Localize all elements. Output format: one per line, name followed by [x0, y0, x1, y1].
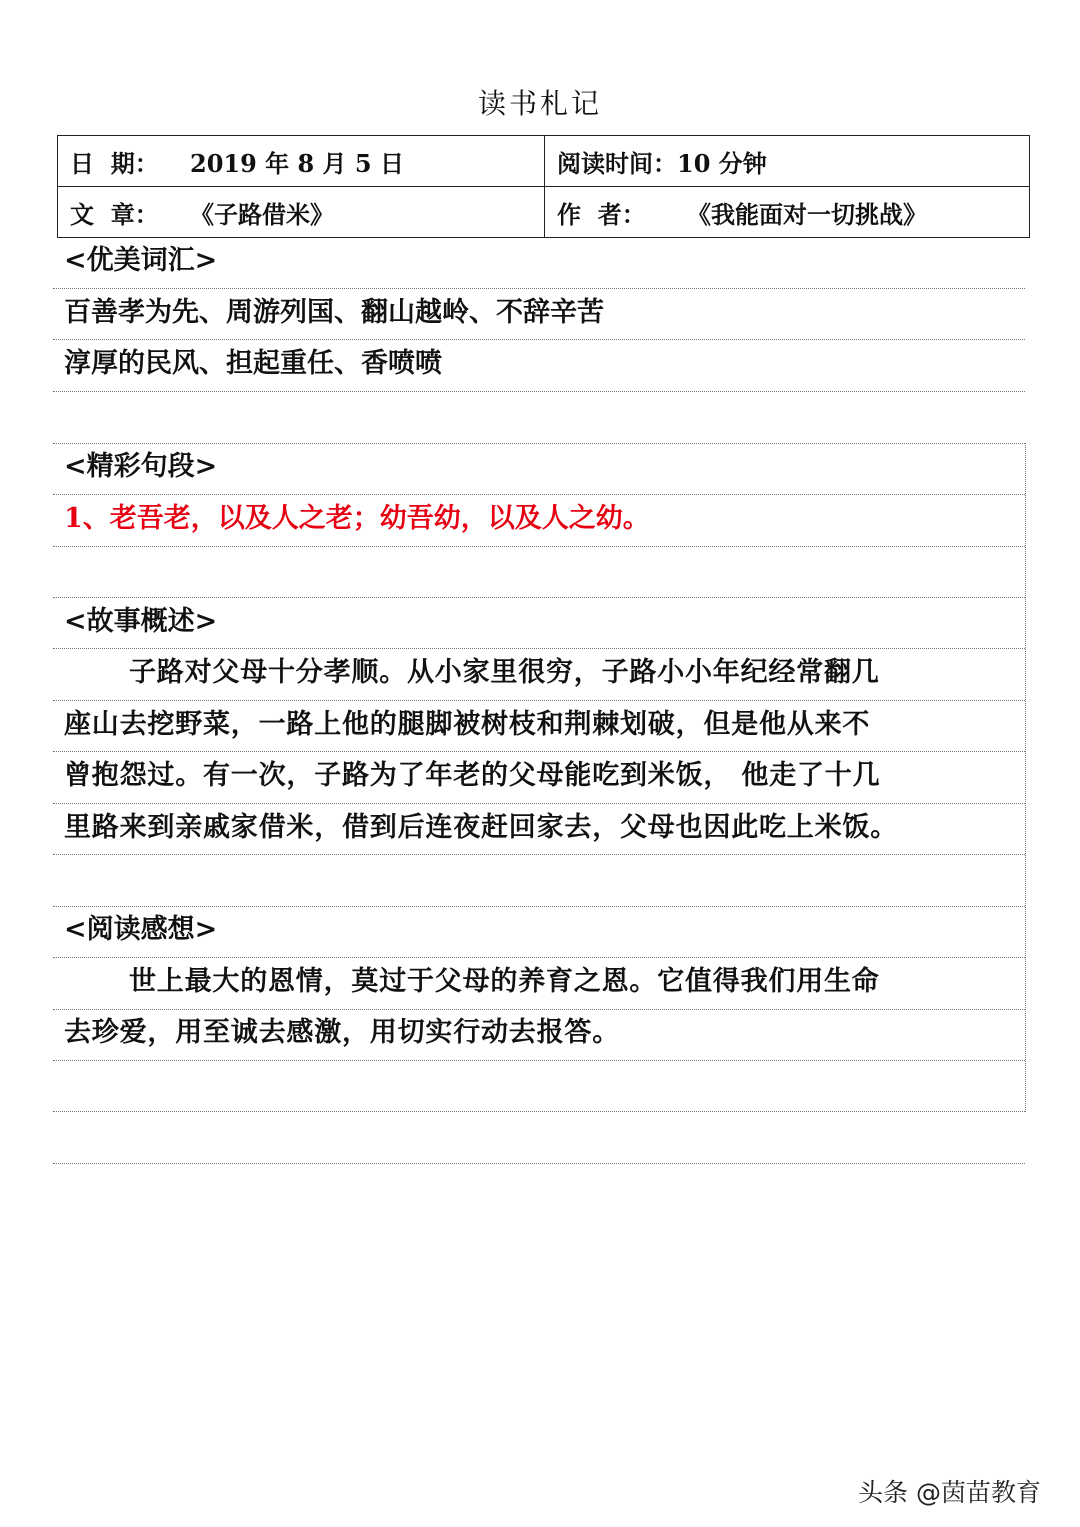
- article-cell: [58, 187, 545, 238]
- thoughts-line: 世上最大的恩情，莫过于父母的养育之恩。它值得我们用生命: [129, 966, 880, 997]
- ruled-line: [53, 443, 1025, 444]
- ruled-line: [53, 597, 1025, 598]
- ruled-line: [53, 700, 1025, 701]
- date-value: 2019 年 8 月 5 日: [190, 148, 404, 178]
- ruled-line: [53, 1060, 1025, 1061]
- ruled-line: [53, 1009, 1025, 1010]
- ruled-line: [53, 391, 1025, 392]
- reading-time-value: 10 分钟: [677, 148, 767, 178]
- ruled-line: [53, 339, 1025, 340]
- article-value: 《子路借米》: [190, 199, 334, 229]
- date-cell: [58, 136, 545, 187]
- author-label: 作 者：: [557, 199, 646, 229]
- ruled-line: [53, 1111, 1025, 1112]
- vocab-heading: <优美词汇>: [64, 245, 218, 276]
- ruled-line: [53, 957, 1025, 958]
- author-cell: [545, 187, 1030, 238]
- thoughts-heading: <阅读感想>: [64, 914, 218, 945]
- ruled-line: [53, 494, 1025, 495]
- ruled-line: [53, 751, 1025, 752]
- ruled-line: [53, 854, 1025, 855]
- ruled-line: [53, 288, 1025, 289]
- summary-heading: <故事概述>: [64, 606, 218, 637]
- thoughts-line: 去珍爱，用至诚去感激，用切实行动去报答。: [64, 1017, 620, 1048]
- vocab-line: 淳厚的民风、担起重任、香喷喷: [64, 348, 442, 379]
- watermark: 头条 @茵苗教育: [858, 1478, 1041, 1507]
- vocab-line: 百善孝为先、周游列国、翻山越岭、不辞辛苦: [64, 297, 604, 328]
- summary-line: 曾抱怨过。有一次，子路为了年老的父母能吃到米饭， 他走了十几: [64, 760, 881, 791]
- page-title: 读书札记: [477, 87, 602, 120]
- ruled-line: [53, 1163, 1025, 1164]
- reading-time-label: 阅读时间：: [557, 148, 677, 178]
- summary-line: 子路对父母十分孝顺。从小家里很穷，子路小小年纪经常翻几: [129, 657, 880, 688]
- ruled-line: [53, 906, 1025, 907]
- ruled-line: [53, 648, 1025, 649]
- ruled-line: [53, 546, 1025, 547]
- article-label: 文 章：: [70, 199, 159, 229]
- quote-line: 1、老吾老，以及人之老；幼吾幼，以及人之幼。: [64, 503, 650, 534]
- reading-time-cell: [545, 136, 1030, 187]
- author-value: 《我能面对一切挑战》: [687, 199, 927, 229]
- quotes-heading: <精彩句段>: [64, 451, 218, 482]
- info-table: [57, 135, 1030, 238]
- ruled-line: [53, 803, 1025, 804]
- ruled-border: [1025, 443, 1026, 1112]
- summary-line: 里路来到亲戚家借米，借到后连夜赶回家去，父母也因此吃上米饭。: [64, 812, 898, 843]
- summary-line: 座山去挖野菜，一路上他的腿脚被树枝和荆棘划破，但是他从来不: [64, 709, 871, 740]
- date-label: 日 期：: [70, 148, 159, 178]
